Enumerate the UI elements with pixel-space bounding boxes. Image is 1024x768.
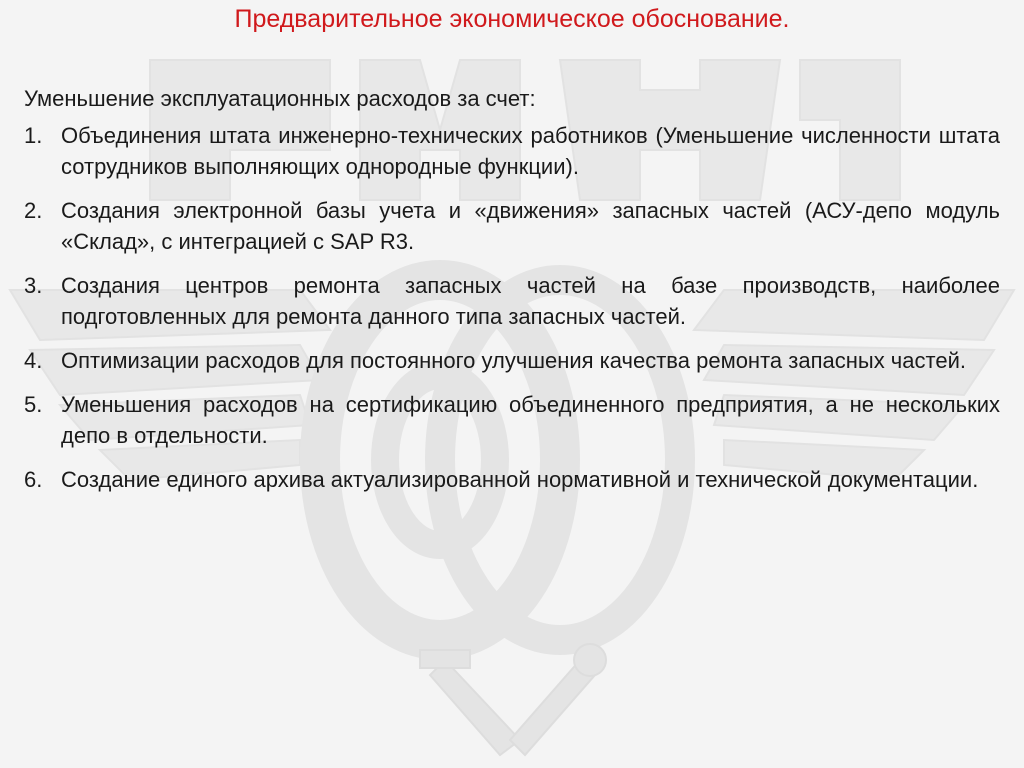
list-item: [24, 389, 1000, 451]
list-item-number: 2.: [24, 198, 43, 223]
list-item-number: 4.: [24, 348, 43, 373]
list-item-number: 3.: [24, 273, 43, 298]
list-item: [24, 120, 1000, 182]
list-item-text: Оптимизации расходов для постоянного улучшения качества ремонта запасных частей.: [61, 348, 966, 373]
list-item-number: 5.: [24, 392, 43, 417]
page-title: Предварительное экономическое обоснование.: [234, 5, 790, 33]
list-item: [24, 270, 1000, 332]
list-item-text: Объединения штата инженерно-технических работников (Уменьшение численности штата сотрудников выполняющих однородные функции).: [61, 123, 1000, 179]
intro-text: Уменьшение эксплуатационных расходов за счет:: [24, 86, 536, 111]
slide-content: [24, 84, 1000, 508]
list-item: [24, 464, 1000, 495]
list-item: [24, 345, 1000, 376]
numbered-list: [24, 120, 1000, 495]
list-item-text: Создания центров ремонта запасных частей на базе производств, наиболее подготовленных для ремонта данного типа запасных частей.: [61, 273, 1000, 329]
list-item-text: Создание единого архива актуализированной нормативной и технической документации.: [61, 467, 979, 492]
list-item: [24, 195, 1000, 257]
list-item-number: 1.: [24, 123, 43, 148]
list-item-text: Уменьшения расходов на сертификацию объединенного предприятия, а не нескольких депо в отдельности.: [61, 392, 1000, 448]
list-item-number: 6.: [24, 467, 43, 492]
list-item-text: Создания электронной базы учета и «движения» запасных частей (АСУ-депо модуль «Склад», с интеграцией с SAP R3.: [61, 198, 1000, 254]
